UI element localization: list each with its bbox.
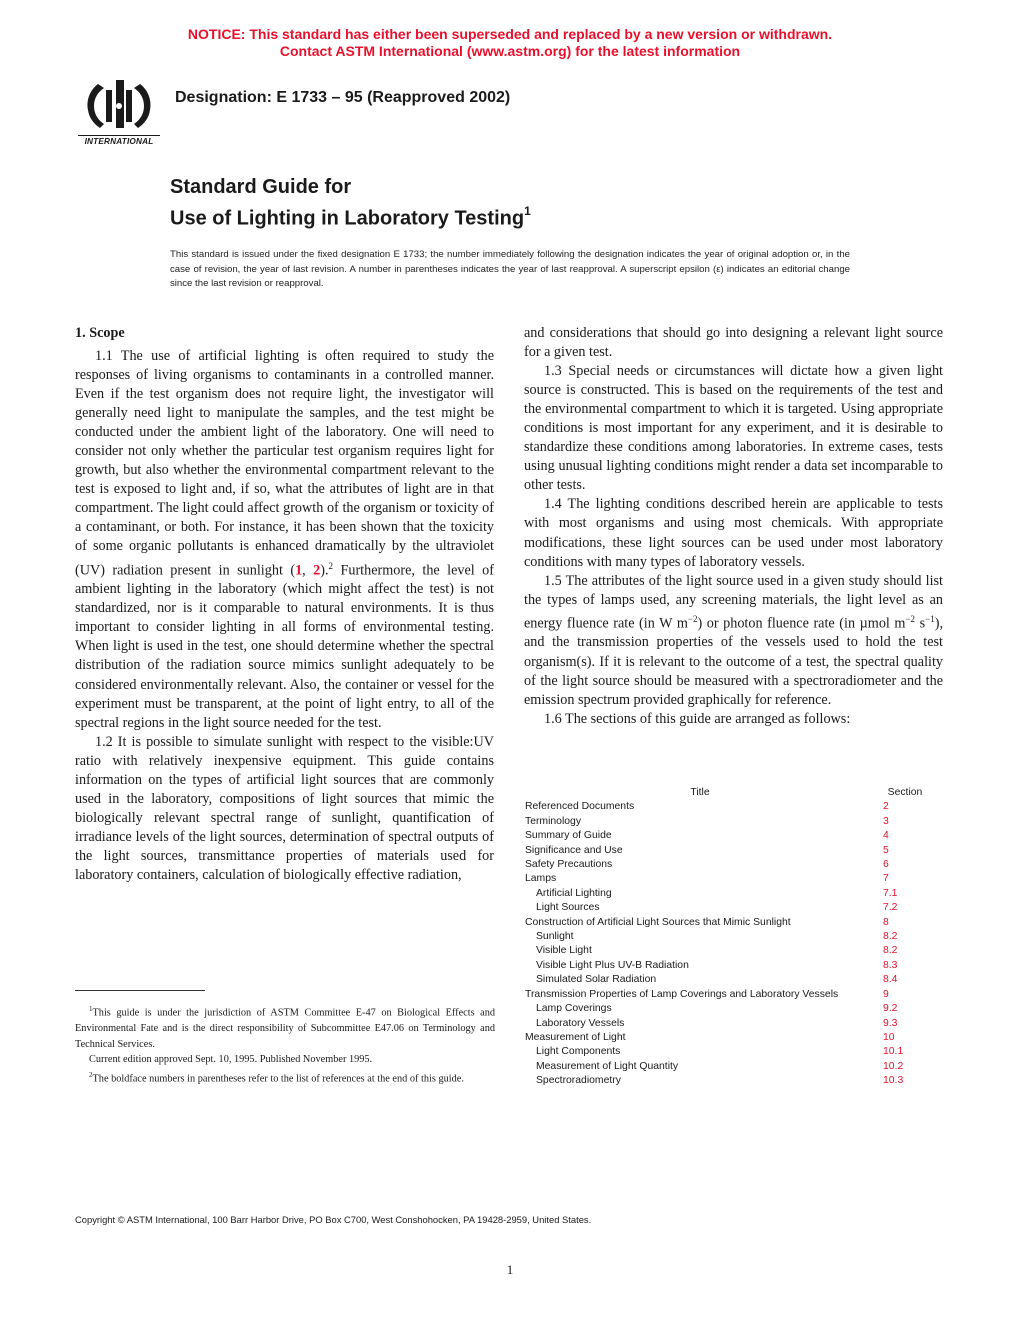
paragraph-1-4: 1.4 The lighting conditions described herein are applicable to tests with most organisms and using most chemicals. With appropriate modifications, these light sources can be used under most laboratory conditions with many types of laboratory vessels. bbox=[524, 496, 943, 570]
title-line-1: Standard Guide for bbox=[170, 176, 352, 198]
toc-row-section-link[interactable]: 10.3 bbox=[883, 1075, 904, 1087]
toc-row-title: Sunlight bbox=[536, 931, 574, 943]
right-column bbox=[524, 324, 943, 729]
toc-row-title: Visible Light bbox=[536, 945, 592, 957]
header-section: Section bbox=[887, 787, 923, 798]
toc-row-title: Artificial Lighting bbox=[536, 887, 612, 899]
title-footnote-ref[interactable]: 1 bbox=[524, 204, 531, 218]
toc-row bbox=[525, 815, 945, 829]
p5-text-b: ) or photon fluence rate (in µmol m bbox=[697, 615, 906, 632]
astm-logo bbox=[76, 76, 162, 146]
p1-text-a: 1.1 The use of artificial lighting is often required to study the responses of living organisms to contaminants in a controlled manner. Even if the test organism does not require light, the investigator will generally need light to manipulate the samples, and the test might be conducted under the ambient light of the laboratory. One will need to consider not only whether the particular test organism requires light for growth, but also whether the environmental compartment relevant to the test is exposed to light and, if so, what the attributes of light are in that compartment. The light could affect growth of the organism or toxicity of a contaminant, or both. For instance, it has been shown that the toxicity of some organic pollutants is enhanced dramatically by the ultraviolet (UV) radiation present in sunlight ( bbox=[75, 348, 494, 579]
sections-table bbox=[525, 786, 945, 1089]
toc-row-section-link[interactable]: 7 bbox=[883, 873, 889, 885]
left-column bbox=[75, 324, 494, 885]
toc-row bbox=[525, 858, 945, 872]
footnote-1-edition: Current edition approved Sept. 10, 1995. Published November 1995. bbox=[89, 1054, 373, 1066]
toc-row-section-link[interactable]: 8.4 bbox=[883, 974, 898, 986]
footnote-2-marker: 2 bbox=[89, 1070, 93, 1079]
toc-row-title: Significance and Use bbox=[525, 844, 623, 856]
toc-row bbox=[525, 829, 945, 843]
toc-row bbox=[525, 844, 945, 858]
toc-row-title: Laboratory Vessels bbox=[536, 1017, 625, 1029]
notice-line-2: Contact ASTM International (www.astm.org) for the latest information bbox=[279, 43, 741, 59]
issue-note: This standard is issued under the fixed designation E 1733; the number immediately following the designation indicates the year of original adoption or, in the case of revision, the year of last revision. A number in parentheses indicates the year of last reapproval. A superscript epsilon (ε) indicates an editorial change since the last revision or reapproval. bbox=[170, 249, 850, 289]
toc-row bbox=[525, 1031, 945, 1045]
footnotes bbox=[75, 1002, 495, 1087]
toc-row-title: Lamp Coverings bbox=[536, 1003, 612, 1015]
toc-row-title: Construction of Artificial Light Sources that Mimic Sunlight bbox=[525, 916, 791, 928]
toc-row-section-link[interactable]: 2 bbox=[883, 801, 889, 813]
sections-table-body bbox=[525, 800, 945, 1088]
toc-row-title: Measurement of Light bbox=[525, 1031, 626, 1043]
logo-label: INTERNATIONAL bbox=[78, 135, 160, 146]
reference-link-2[interactable]: 2 bbox=[313, 562, 321, 579]
toc-row-section-link[interactable]: 9 bbox=[883, 988, 889, 1000]
reference-link-1[interactable]: 1 bbox=[295, 562, 303, 579]
toc-row bbox=[525, 1060, 945, 1074]
toc-row-section-link[interactable]: 9.3 bbox=[883, 1017, 898, 1029]
p5-exponent-3: −1 bbox=[925, 613, 935, 624]
toc-row-title: Summary of Guide bbox=[525, 830, 612, 842]
p1-text-c: Furthermore, the level of ambient lighting in the laboratory (which might affect the test) is not standardized, nor is it comparable to natural environments. It is thus important to consider lighting in all forms of environmental testing. When light is used in the test, one should determine whether the spectral distribution of the radiation source mimics sunlight adequately to be considered environmentally relevant. Also, the container or vessel for the experiment must be transparent, at the point of light entry, to all of the spectral regions in the light source needed for the test. bbox=[75, 562, 495, 731]
footnote-1-marker: 1 bbox=[89, 1005, 93, 1013]
toc-row-title: Spectroradiometry bbox=[536, 1075, 621, 1087]
toc-row-title: Light Sources bbox=[536, 902, 600, 914]
footnote-2-text: The boldface numbers in parentheses refer to the list of references at the end of this guide. bbox=[92, 1073, 464, 1085]
toc-row bbox=[525, 887, 945, 901]
toc-row-section-link[interactable]: 10 bbox=[883, 1031, 895, 1043]
p1-ref-separator: , bbox=[302, 562, 314, 579]
toc-row-section-link[interactable]: 4 bbox=[883, 830, 889, 842]
scope-heading: 1. Scope bbox=[75, 325, 125, 341]
toc-row bbox=[525, 959, 945, 973]
paragraph-1-2-continued: and considerations that should go into designing a relevant light source for a given test. bbox=[524, 325, 943, 361]
toc-row-title: Light Components bbox=[536, 1046, 621, 1058]
toc-row bbox=[525, 916, 945, 930]
toc-row-section-link[interactable]: 10.2 bbox=[883, 1060, 904, 1072]
toc-row bbox=[525, 1074, 945, 1088]
toc-row bbox=[525, 901, 945, 915]
designation: Designation: E 1733 – 95 (Reapproved 2002) bbox=[175, 89, 511, 106]
footnote-2-ref[interactable]: 2 bbox=[328, 560, 334, 571]
toc-row-title: Measurement of Light Quantity bbox=[536, 1060, 679, 1072]
toc-row-section-link[interactable]: 10.1 bbox=[883, 1046, 904, 1058]
title-line-2 bbox=[170, 200, 531, 232]
toc-row bbox=[525, 944, 945, 958]
paragraph-1-1 bbox=[75, 347, 494, 733]
p5-text-c: s bbox=[915, 615, 926, 632]
toc-row-section-link[interactable]: 8.2 bbox=[883, 931, 898, 943]
footnote-2 bbox=[75, 1068, 495, 1087]
toc-row-title: Simulated Solar Radiation bbox=[536, 974, 657, 986]
notice-line-1: NOTICE: This standard has either been superseded and replaced by a new version or withdrawn. bbox=[187, 26, 833, 42]
document-title bbox=[170, 174, 531, 232]
toc-row bbox=[525, 988, 945, 1002]
p5-exponent-2: −2 bbox=[905, 613, 916, 624]
copyright: Copyright © ASTM International, 100 Barr Harbor Drive, PO Box C700, West Conshohocken, PA 19428-2959, United States. bbox=[75, 1214, 592, 1225]
toc-row-title: Lamps bbox=[525, 873, 557, 885]
footnote-1 bbox=[75, 1002, 495, 1052]
p5-text-d: ), and the transmission properties of the vessels used to hold the test organism(s). If it is relevant to the outcome of a test, the spectral quality of the light source should be measured with a spectroradiometer and the emission spectrum provided graphically for reference. bbox=[524, 615, 943, 708]
toc-row-title: Referenced Documents bbox=[525, 801, 635, 813]
p5-text-a: 1.5 The attributes of the light source used in a given study should list the types of lamps used, any screening materials, the light level as an energy fluence rate (in W m bbox=[524, 572, 943, 632]
toc-row-section-link[interactable]: 6 bbox=[883, 859, 889, 871]
p1-text-b: ). bbox=[320, 562, 329, 579]
sections-table-header bbox=[525, 786, 945, 800]
paragraph-1-3: 1.3 Special needs or circumstances will dictate how a given light source is constructed. This is based on the requirements of the test and the environmental compartment to which it is targeted. Using appropriate conditions is most important for any experiment, and it is desirable to standardize these conditions among laboratories. In extreme cases, tests using unusual lighting conditions might render a data set incomparable to other tests. bbox=[524, 363, 943, 494]
toc-row-section-link[interactable]: 9.2 bbox=[883, 1003, 898, 1015]
header-title: Title bbox=[690, 787, 710, 798]
title-line-2-text: Use of Lighting in Laboratory Testing bbox=[170, 207, 525, 230]
footnote-1-text: This guide is under the jurisdiction of ASTM Committee E-47 on Biological Effects and Environmental Fate and is the direct responsibility of Subcommittee E47.06 on Terminology and Technical Services. bbox=[75, 1007, 495, 1050]
toc-row-section-link[interactable]: 8.2 bbox=[883, 945, 898, 957]
paragraph-1-5 bbox=[524, 572, 943, 710]
toc-row-section-link[interactable]: 7.1 bbox=[883, 887, 898, 899]
p5-exponent-1: −2 bbox=[687, 613, 698, 624]
page-number: 1 bbox=[506, 1262, 514, 1277]
toc-row-title: Visible Light Plus UV-B Radiation bbox=[536, 959, 689, 971]
toc-row-title: Safety Precautions bbox=[525, 859, 613, 871]
toc-row-section-link[interactable]: 7.2 bbox=[883, 902, 898, 914]
toc-row-section-link[interactable]: 8 bbox=[883, 916, 889, 928]
toc-row bbox=[525, 973, 945, 987]
toc-row-section-link[interactable]: 5 bbox=[883, 844, 889, 856]
toc-row-title: Terminology bbox=[525, 815, 582, 827]
toc-row bbox=[525, 1017, 945, 1031]
paragraph-1-6: 1.6 The sections of this guide are arranged as follows: bbox=[544, 710, 851, 727]
toc-row bbox=[525, 1002, 945, 1016]
toc-row bbox=[525, 872, 945, 886]
toc-row-title: Transmission Properties of Lamp Coverings and Laboratory Vessels bbox=[525, 988, 839, 1000]
footnote-divider bbox=[75, 990, 205, 991]
toc-row bbox=[525, 800, 945, 814]
toc-row bbox=[525, 930, 945, 944]
toc-row bbox=[525, 1045, 945, 1059]
toc-row-section-link[interactable]: 8.3 bbox=[883, 959, 898, 971]
toc-row-section-link[interactable]: 3 bbox=[883, 815, 889, 827]
paragraph-1-2: 1.2 It is possible to simulate sunlight with respect to the visible:UV ratio with relatively inexpensive equipment. This guide contains information on the types of artificial light sources that are commonly used in the laboratory, compositions of light sources that mimic the biologically relevant spectral range of sunlight, quantification of irradiance levels of the light sources, determination of spectral outputs of the light sources, transmittance properties of materials used for laboratory containers, calculation of biologically effective radiation, bbox=[75, 733, 494, 883]
